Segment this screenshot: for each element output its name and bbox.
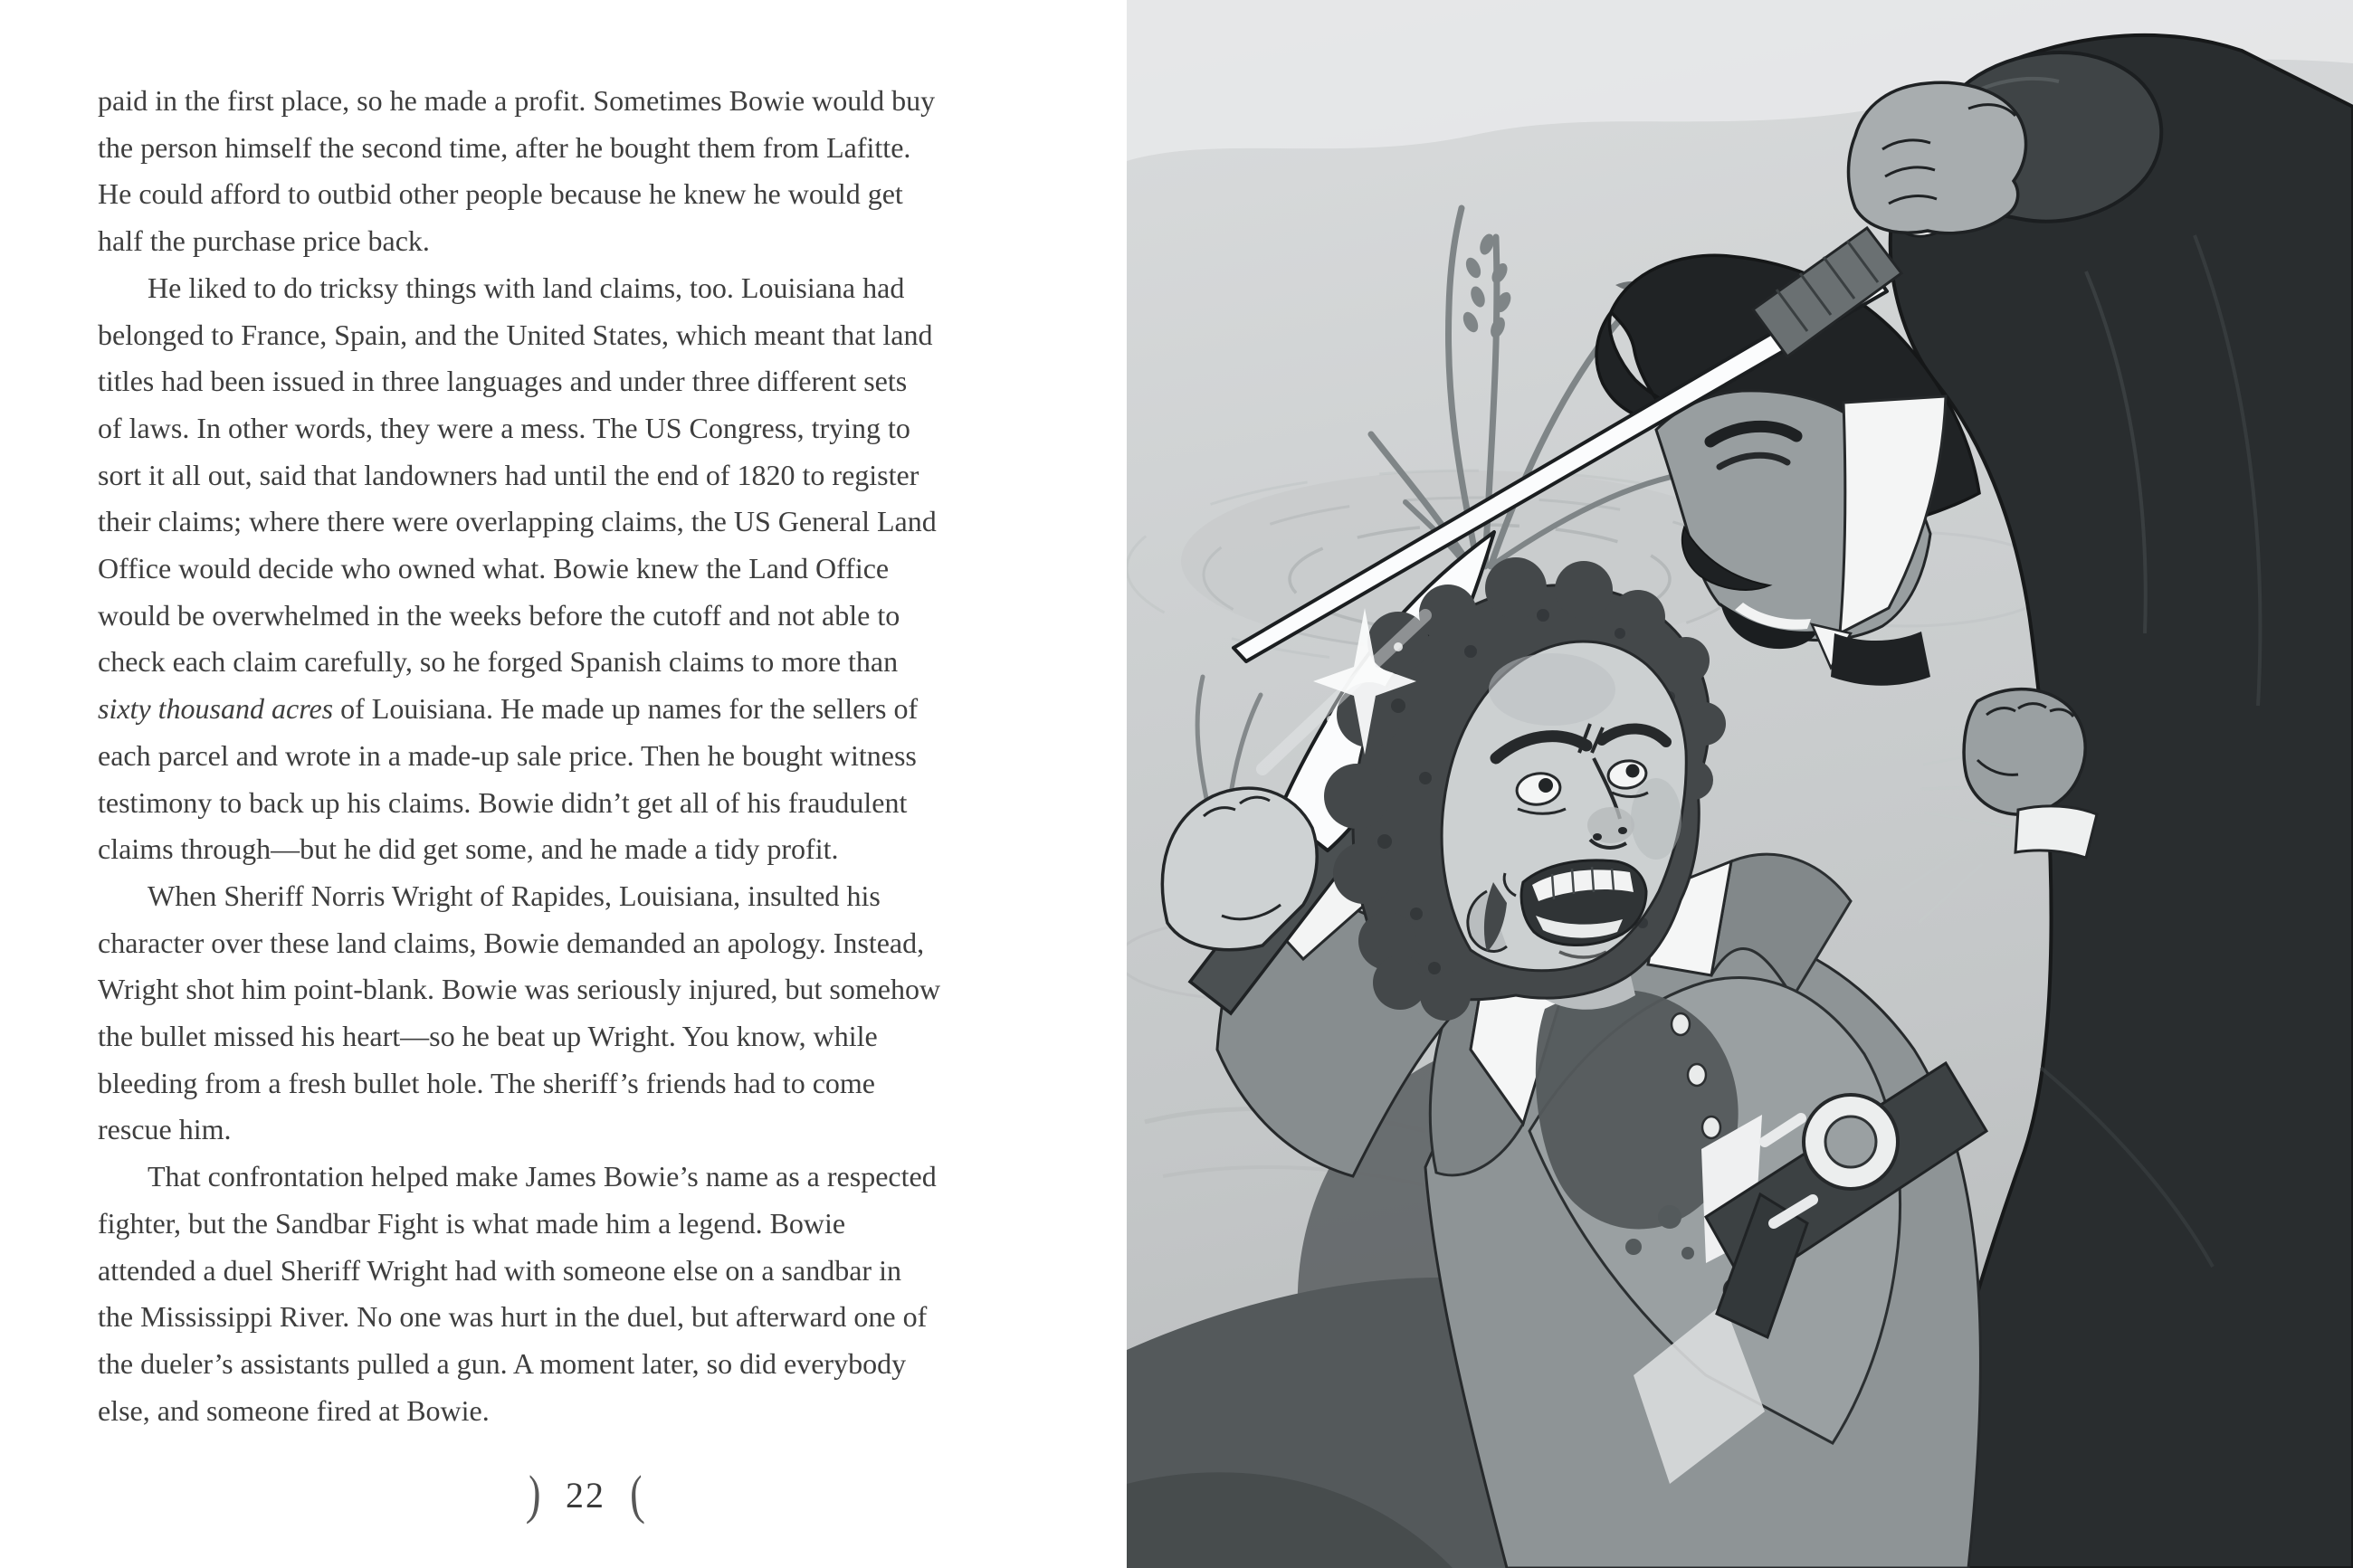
page-number-right-flourish: ( [627, 1463, 645, 1526]
text-line: He could afford to outbid other people because he knew he would get [98, 177, 903, 211]
text-line: would be overwhelmed in the weeks before the cutoff and not able to [98, 598, 900, 632]
body-text-column [98, 78, 1073, 1434]
text-line: attended a duel Sheriff Wright had with someone else on a sandbar in [98, 1253, 901, 1287]
text-line: of laws. In other words, they were a mess. The US Congress, trying to [98, 411, 910, 444]
text-line: half the purchase price back. [98, 224, 430, 258]
text-line: Office would decide who owned what. Bowie knew the Land Office [98, 552, 890, 585]
text-line: check each claim carefully, so he forged Spanish claims to more than [98, 645, 899, 679]
text-line: each parcel and wrote in a made-up sale price. Then he bought witness [98, 738, 917, 772]
text-line: paid in the first place, so he made a profit. Sometimes Bowie would buy [98, 84, 936, 117]
text-line: bleeding from a fresh bullet hole. The sheriff’s friends had to come [98, 1066, 875, 1099]
text-line: sort it all out, said that landowners had until the end of 1820 to register [98, 458, 919, 491]
text-line: He liked to do tricksy things with land claims, too. Louisiana had [148, 271, 905, 304]
illustration-canvas [1127, 0, 2353, 1568]
text-line: the person himself the second time, after he bought them from Lafitte. [98, 130, 911, 164]
text-line: testimony to back up his claims. Bowie didn’t get all of his fraudulent [98, 785, 908, 819]
text-line: the Mississippi River. No one was hurt in the duel, but afterward one of [98, 1300, 928, 1334]
text-line: That confrontation helped make James Bowie’s name as a respected [148, 1160, 937, 1193]
page-footer [98, 1459, 1073, 1531]
illustration-sandbar-fight [1127, 0, 2353, 1568]
text-line: claims through—but he did get some, and he made a tidy profit. [98, 832, 839, 866]
page-number: 22 [566, 1474, 605, 1516]
text-line: else, and someone fired at Bowie. [98, 1393, 490, 1427]
text-line: fighter, but the Sandbar Fight is what made him a legend. Bowie [98, 1206, 846, 1240]
text-line: titles had been issued in three languages and under three different sets [98, 365, 908, 398]
text-line: rescue him. [98, 1113, 232, 1146]
text-line: character over these land claims, Bowie demanded an apology. Instead, [98, 926, 925, 959]
text-line: the dueler’s assistants pulled a gun. A moment later, so did everybody [98, 1346, 907, 1380]
antagonist-cuff [2015, 806, 2097, 858]
text-line: the bullet missed his heart—so he beat up Wright. You know, while [98, 1020, 878, 1053]
text-line: When Sheriff Norris Wright of Rapides, Louisiana, insulted his [148, 879, 881, 912]
page-number-left-flourish: ) [526, 1463, 544, 1526]
text-line: Wright shot him point-blank. Bowie was seriously injured, but somehow [98, 973, 941, 1006]
text-line: their claims; where there were overlapping claims, the US General Land [98, 505, 937, 538]
text-line: sixty thousand acres of Louisiana. He made up names for the sellers of [98, 692, 919, 726]
text-line: belonged to France, Spain, and the United States, which meant that land [98, 318, 933, 351]
